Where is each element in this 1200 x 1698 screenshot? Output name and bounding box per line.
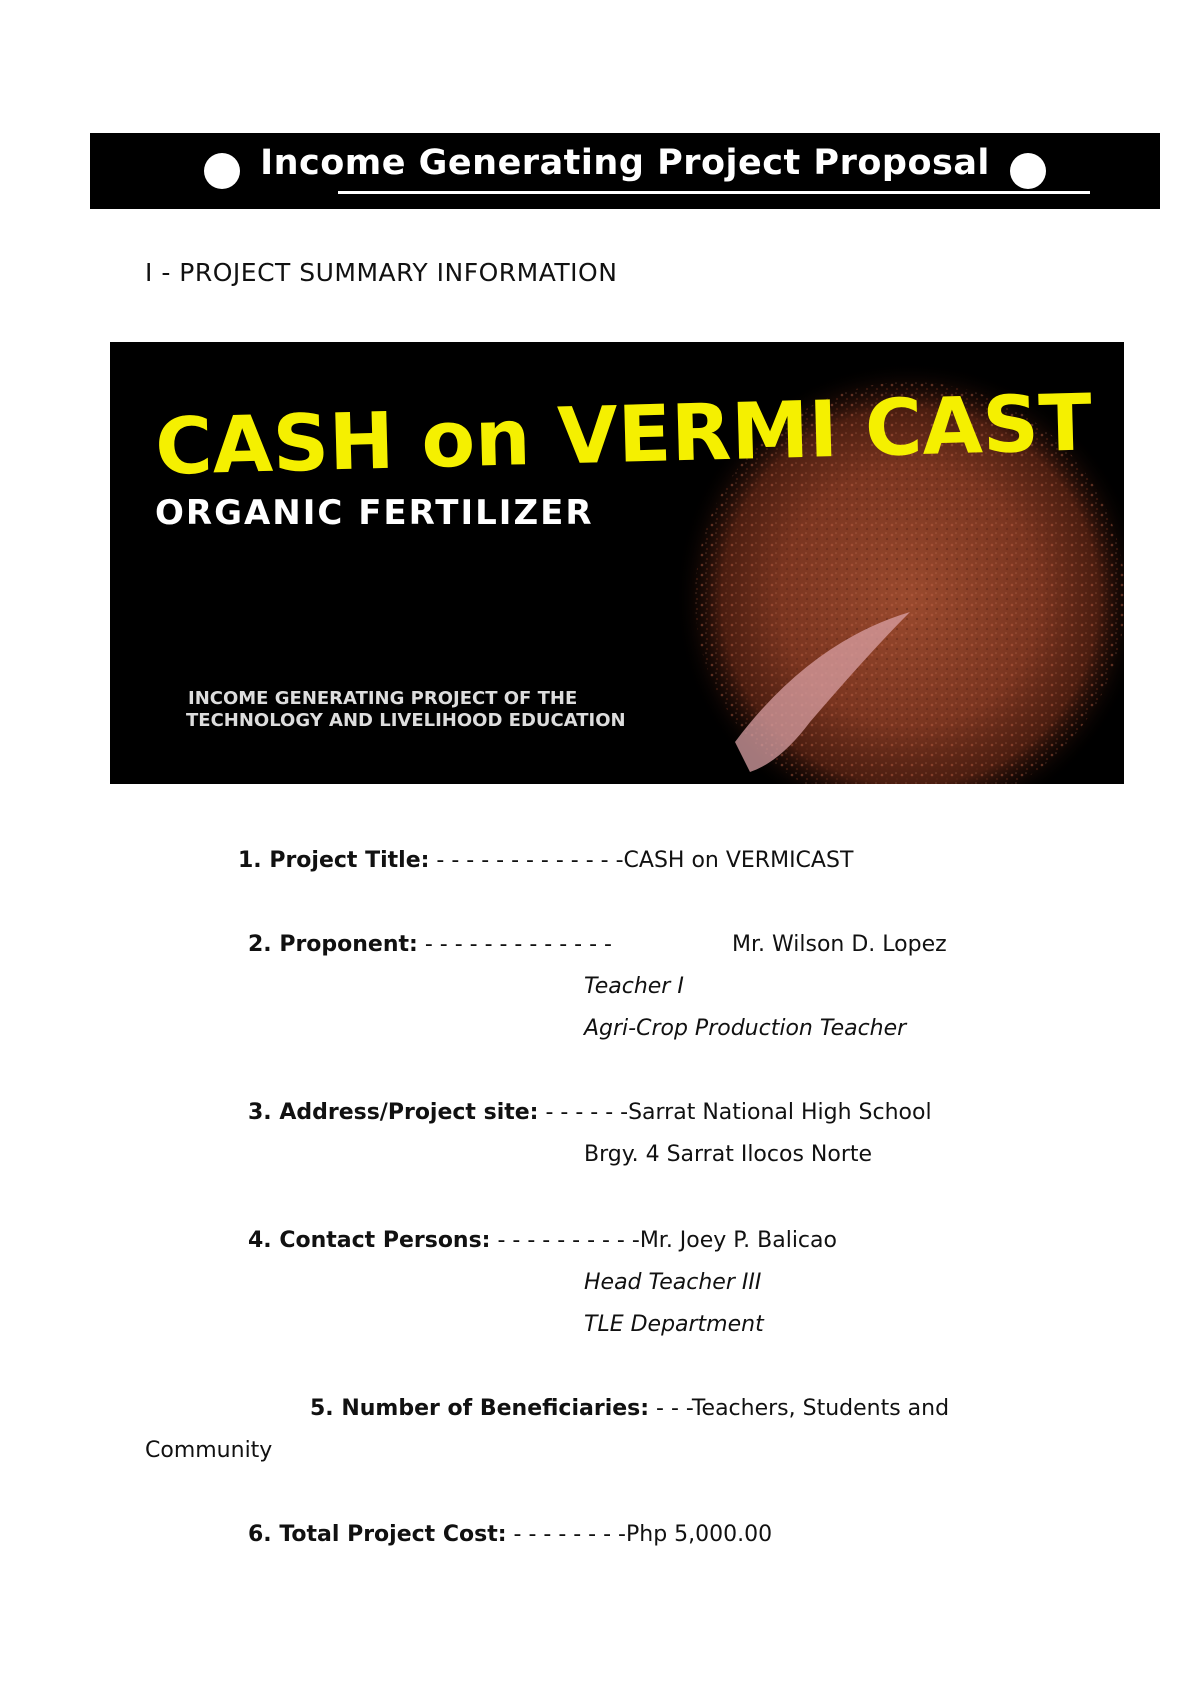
field-proponent: [248, 932, 612, 957]
project-title-label: 1. Project Title:: [238, 848, 430, 873]
contact-dashes: - - - - - - - - - -: [490, 1228, 640, 1253]
document-title: Income Generating Project Proposal: [260, 143, 990, 183]
proponent-dashes: - - - - - - - - - - - - -: [417, 932, 612, 957]
field-address: [248, 1100, 932, 1125]
banner-footer-line1: INCOME GENERATING PROJECT OF THE: [188, 688, 578, 709]
cost-dashes: - - - - - - - -: [506, 1522, 626, 1547]
contact-department: TLE Department: [584, 1312, 764, 1337]
contact-label: 4. Contact Persons:: [248, 1228, 491, 1253]
beneficiaries-value: Teachers, Students and: [691, 1396, 950, 1421]
project-banner-image: [110, 342, 1124, 784]
beneficiaries-dashes: - - -: [649, 1396, 692, 1421]
address-label: 3. Address/Project site:: [248, 1100, 539, 1125]
project-title-dashes: - - - - - - - - - - - - -: [429, 848, 624, 873]
field-project-title: [238, 848, 853, 873]
cost-value: Php 5,000.00: [625, 1522, 773, 1547]
field-contact-persons: [248, 1228, 837, 1253]
field-beneficiaries: [310, 1396, 949, 1421]
title-right-circle-icon: [1010, 153, 1046, 189]
title-underline: [338, 191, 1090, 194]
field-total-cost: [248, 1522, 772, 1547]
address-line1: Sarrat National High School: [628, 1100, 932, 1125]
beneficiaries-value-continued: Community: [145, 1438, 273, 1463]
banner-graphic: [110, 342, 1124, 784]
cost-label: 6. Total Project Cost:: [248, 1522, 507, 1547]
banner-headline: CASH on VERMI CAST: [154, 378, 1094, 493]
contact-position: Head Teacher III: [584, 1270, 762, 1295]
proponent-role: Agri-Crop Production Teacher: [584, 1016, 907, 1041]
contact-name: Mr. Joey P. Balicao: [639, 1228, 837, 1253]
proponent-name: Mr. Wilson D. Lopez: [732, 932, 947, 957]
proponent-position: Teacher I: [584, 974, 684, 999]
banner-footer-line2: TECHNOLOGY AND LIVELIHOOD EDUCATION: [186, 710, 626, 731]
title-left-circle-icon: [204, 153, 240, 189]
address-line2: Brgy. 4 Sarrat Ilocos Norte: [584, 1142, 873, 1167]
section-heading: I - PROJECT SUMMARY INFORMATION: [145, 258, 618, 287]
address-dashes: - - - - - -: [538, 1100, 629, 1125]
document-title-bar: [90, 133, 1160, 209]
proponent-label: 2. Proponent:: [248, 932, 418, 957]
beneficiaries-label: 5. Number of Beneficiaries:: [310, 1396, 650, 1421]
banner-subheadline: ORGANIC FERTILIZER: [155, 493, 594, 533]
project-title-value: CASH on VERMICAST: [623, 848, 854, 873]
